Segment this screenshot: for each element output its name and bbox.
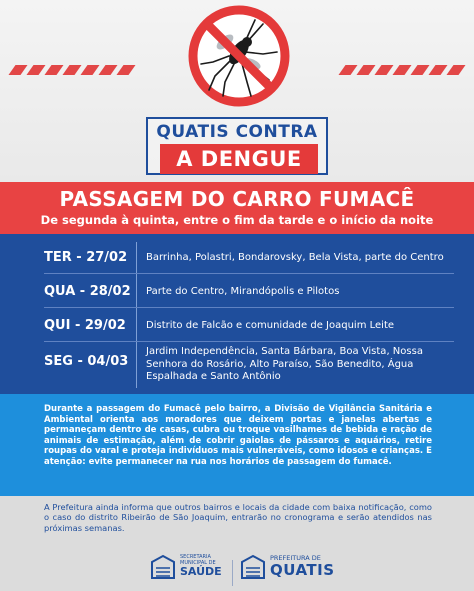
schedule-day: QUI - 29/02 <box>44 318 126 333</box>
row-divider <box>44 307 454 308</box>
info-text: Durante a passagem do Fumacê pelo bairro, a Divisão de Vigilância Sanitária e Ambiental orienta aos moradores que deixem portas e janelas abertas e permaneçam dentro de casas, cubra ou troque vasilhames de bebida e ração de animais de estimação, além de cobrir gaiolas de pássaros e aquários, retire roupas do varal e proteja indivíduos mais vulneráveis, como idosos e crianças. E atenção: evite permanecer na rua nos horários de passagem do fumacê. <box>44 404 432 467</box>
logo-divider <box>232 560 233 586</box>
row-divider <box>44 341 454 342</box>
prefeitura-top: PREFEITURA DE <box>270 554 321 562</box>
row-divider <box>44 273 454 274</box>
prefeitura-logo-icon <box>240 554 266 582</box>
decorative-stripes-right <box>342 65 462 75</box>
schedule-day: QUA - 28/02 <box>44 284 131 299</box>
prefeitura-name: QUATIS <box>270 561 335 579</box>
saude-logo-text <box>180 554 222 578</box>
schedule-day: TER - 27/02 <box>44 250 128 265</box>
top-area <box>0 0 474 182</box>
schedule-table <box>0 234 474 394</box>
saude-mid: MUNICIPAL DE <box>180 560 216 566</box>
prefeitura-logo-text <box>270 554 335 578</box>
footer-note: A Prefeitura ainda informa que outros bairros e locais da cidade com baixa notificação, como o caso do distrito Ribeirão de São Joaquim, entrarão no cronograma e serão atendidos nas próximas semanas. <box>44 502 432 533</box>
info-block <box>0 394 474 496</box>
no-mosquito-icon <box>185 2 293 110</box>
saude-logo <box>150 554 230 584</box>
schedule-places: Parte do Centro, Mirandópolis e Pilotos <box>146 286 340 297</box>
saude-top: SECRETARIA <box>180 554 211 560</box>
schedule-places: Distrito de Falcão e comunidade de Joaquim Leite <box>146 320 395 331</box>
campaign-line2: A DENGUE <box>160 144 318 174</box>
schedule-places: Barrinha, Polastri, Bondarovsky, Bela Vista, parte do Centro <box>146 252 444 263</box>
page-subtitle: De segunda à quinta, entre o fim da tarde e o início da noite <box>40 213 434 227</box>
campaign-badge <box>146 117 328 175</box>
campaign-line1: QUATIS CONTRA <box>156 122 318 142</box>
schedule-day: SEG - 04/03 <box>44 354 129 369</box>
prefeitura-logo <box>240 554 340 584</box>
saude-logo-icon <box>150 554 176 582</box>
schedule-places: Jardim Independência, Santa Bárbara, Boa Vista, Nossa Senhora do Rosário, Alto Paraíso, São Benedito, Água Espalhada e Santo Antônio <box>146 346 423 382</box>
header-band <box>0 182 474 234</box>
saude-name: SAÚDE <box>180 565 222 578</box>
footer <box>0 496 474 591</box>
page-title: PASSAGEM DO CARRO FUMACÊ <box>59 187 415 211</box>
decorative-stripes-left <box>12 65 132 75</box>
schedule-divider <box>136 242 137 388</box>
